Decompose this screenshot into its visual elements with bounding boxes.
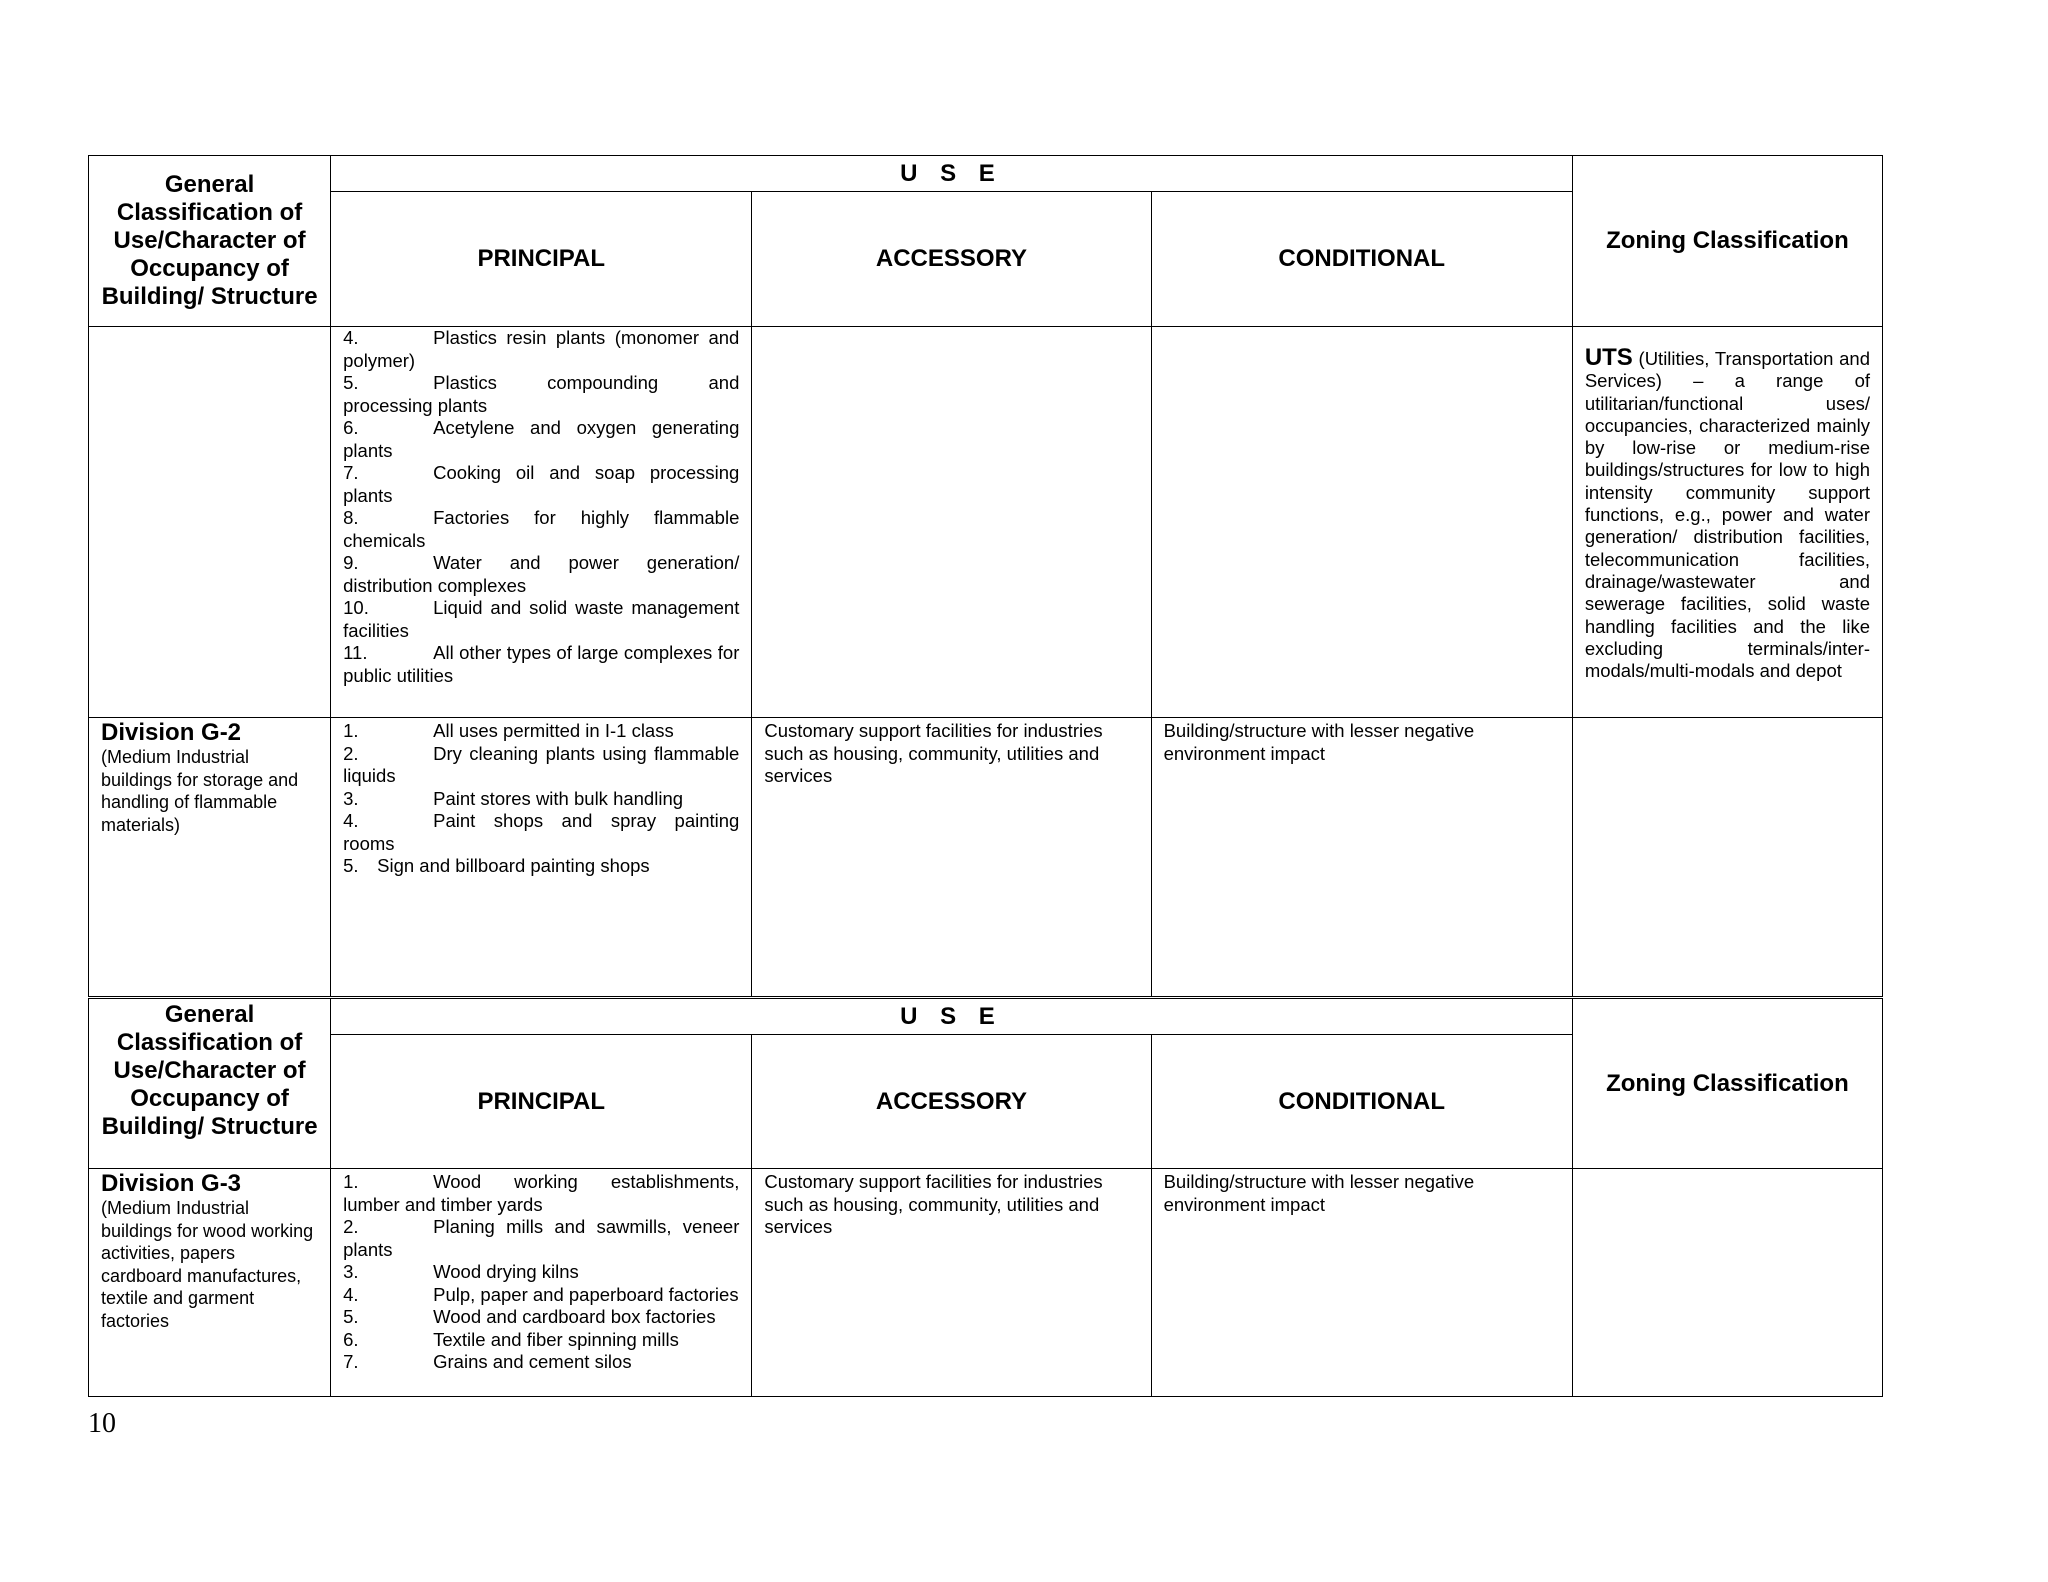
list-item: 7. Grains and cement silos [343, 1351, 632, 1372]
header-conditional: CONDITIONAL [1151, 1035, 1572, 1169]
list-item: 9. Water and power generation/ distribution complexes [343, 552, 740, 596]
zoning-cell [1572, 327, 1882, 718]
zoning-table-1 [88, 155, 1883, 997]
accessory-cell: Customary support facilities for industries such as housing, community, utilities and services [752, 1169, 1151, 1397]
header-principal: PRINCIPAL [331, 1035, 752, 1169]
list-item: 11. All other types of large complexes for public utilities [343, 642, 740, 686]
zoning-description: (Utilities, Transportation and Services) – a range of utilitarian/functional uses/ occupancies, characterized mainly by low-rise or medium-rise buildings/structures for low to high intensity community support functions, e.g., power and water generation/ distribution facilities, telecommunication facilities, drainage/wastewater and sewerage facilities, solid waste handling facilities and the like excluding terminals/inter-modals/multi-modals and depot [1584, 348, 1870, 682]
list-item: 4. Pulp, paper and paperboard factories [343, 1283, 739, 1305]
division-title: Division G-2 [101, 719, 242, 746]
list-item: 2. Dry cleaning plants using flammable liquids [343, 742, 740, 786]
zoning-abbr: UTS [1584, 344, 1633, 371]
header-classification: General Classification of Use/Character of Occupancy of Building/ Structure [89, 999, 331, 1169]
list-item: 3. Wood drying kilns [343, 1261, 579, 1282]
zoning-table-2 [88, 998, 1883, 1397]
header-accessory: ACCESSORY [752, 192, 1151, 327]
zoning-cell [1572, 718, 1882, 997]
conditional-cell: Building/structure with lesser negative environment impact [1151, 1169, 1572, 1397]
list-item: 6. Textile and fiber spinning mills [343, 1328, 679, 1350]
principal-cell [331, 718, 752, 997]
list-item: 4. Plastics resin plants (monomer and polymer) [343, 327, 740, 371]
zoning-cell [1572, 1169, 1882, 1397]
principal-cell [331, 1169, 752, 1397]
division-description: (Medium Industrial buildings for storage and handling of flammable materials) [101, 747, 299, 835]
principal-cell [331, 327, 752, 718]
header-conditional: CONDITIONAL [1151, 192, 1572, 327]
list-item: 2. Planing mills and sawmills, veneer plants [343, 1216, 740, 1260]
list-item: 1. All uses permitted in I-1 class [343, 720, 674, 741]
division-g2-cell [89, 718, 331, 997]
list-item: 1. Wood working establishments, lumber and timber yards [343, 1171, 740, 1215]
list-item: 10. Liquid and solid waste management facilities [343, 597, 740, 641]
header-use: U S E [331, 999, 1573, 1035]
page-number: 10 [88, 1408, 116, 1439]
header-principal: PRINCIPAL [331, 192, 752, 327]
header-accessory: ACCESSORY [752, 1035, 1151, 1169]
division-title: Division G-3 [101, 1170, 242, 1197]
list-item: 5. Plastics compounding and processing plants [343, 372, 740, 416]
division-g3-cell [89, 1169, 331, 1397]
list-item: 4. Paint shops and spray painting rooms [343, 810, 740, 854]
list-item: 5. Wood and cardboard box factories [343, 1306, 716, 1327]
header-zoning: Zoning Classification [1572, 156, 1882, 327]
accessory-cell [752, 327, 1151, 718]
accessory-cell: Customary support facilities for industries such as housing, community, utilities and services [752, 718, 1151, 997]
list-item: 5. Sign and billboard painting shops [343, 855, 650, 876]
list-item: 7. Cooking oil and soap processing plants [343, 462, 740, 506]
header-classification: General Classification of Use/Character of Occupancy of Building/ Structure [89, 156, 331, 327]
conditional-cell: Building/structure with lesser negative environment impact [1151, 718, 1572, 997]
list-item: 6. Acetylene and oxygen generating plants [343, 417, 740, 461]
classification-cell-empty [89, 327, 331, 718]
header-use: U S E [331, 156, 1573, 192]
division-description: (Medium Industrial buildings for wood working activities, papers cardboard manufactures, textile and garment factories [101, 1198, 314, 1331]
list-item: 3. Paint stores with bulk handling [343, 787, 684, 809]
list-item: 8. Factories for highly flammable chemicals [343, 507, 740, 551]
conditional-cell [1151, 327, 1572, 718]
header-zoning: Zoning Classification [1572, 999, 1882, 1169]
